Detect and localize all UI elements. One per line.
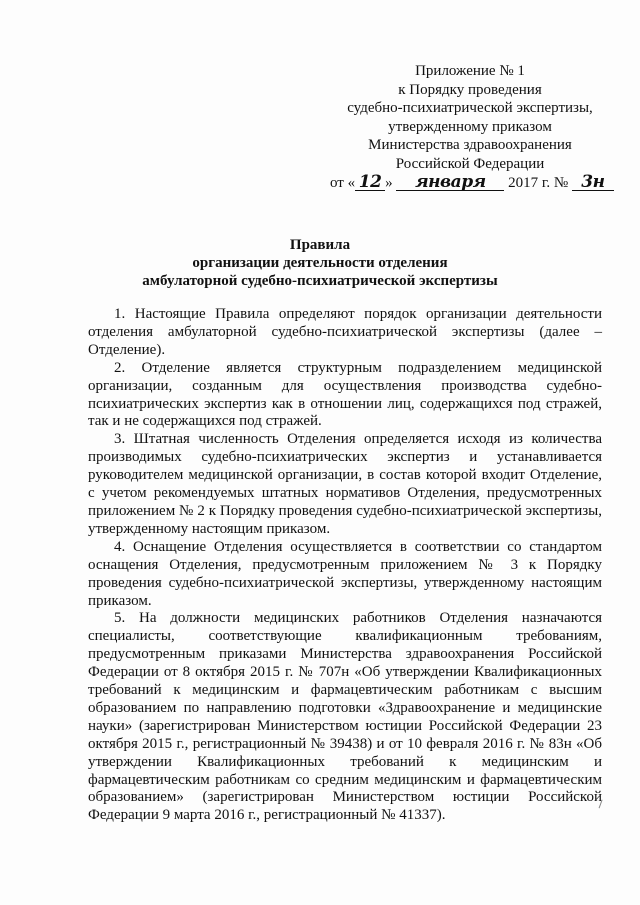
appendix-ref-line: утвержденному приказом	[388, 118, 552, 135]
paragraph-4: 4. Оснащение Отделения осуществляется в соответствии со стандартом оснащения Отделения, предусмотренным приложением № 3 к Порядку проведения судебно-психиатрической экспертизы, утвержденному настоящим приказом.	[88, 538, 602, 609]
paragraph-2: 2. Отделение является структурным подразделением медицинской организации, созданным для осуществления производства судебно-психиатрических экспертиз как в отношении лиц, содержащихся под стражей, так и не содержащихся под стражей.	[88, 359, 602, 430]
title-line: амбулаторной судебно-психиатрической экспертизы	[142, 273, 498, 289]
appendix-ref-line: к Порядку проведения	[398, 81, 542, 98]
paragraph-3: 3. Штатная численность Отделения определяется исходя из количества производимых судебно-психиатрических экспертиз и устанавливается руководителем медицинской организации, в состав которой входит Отделение, с учетом рекомендуемых штатных нормативов Отделения, предусмотренных приложением № 2 к Порядку проведения судебно-психиатрической экспертизы, утвержденному настоящим приказом.	[88, 431, 602, 537]
paragraph-5: 5. На должности медицинских работников Отделения назначаются специалисты, соответствующие квалификационным требованиям, предусмотренным приказами Министерства здравоохранения Российской Федерации от 8 октября 2015 г. № 707н «Об утверждении Квалификационных требований к медицинским и фармацевтическим работникам с высшим образованием по направлению подготовки «Здравоохранение и медицинские науки» (зарегистрирован Министерством юстиции Российской Федерации 23 октября 2015 г., регистрационный № 39438) и от 10 февраля 2016 г. № 83н «Об утверждении Квалификационных требований к медицинским и фармацевтическим работникам со средним медицинским и фармацевтическим образованием» (зарегистрирован Министерством юстиции Российской Федерации 9 марта 2016 г., регистрационный № 41337).	[88, 610, 602, 824]
appendix-ref-line: Министерства здравоохранения	[368, 137, 572, 154]
paragraph-1: 1. Настоящие Правила определяют порядок организации деятельности отделения амбулаторной судебно-психиатрической экспертизы (далее – Отделение).	[88, 306, 602, 358]
handwritten-month: января	[396, 175, 504, 191]
appendix-ref-line: Российской Федерации	[395, 155, 545, 172]
handwritten-order-number: 3н	[572, 175, 614, 191]
handwritten-day: 12	[355, 175, 385, 191]
document-body	[88, 306, 602, 825]
date-prefix: от «	[330, 174, 356, 191]
date-mid: »	[385, 174, 397, 191]
appendix-ref-line: судебно-психиатрической экспертизы,	[347, 100, 593, 117]
appendix-number: Приложение № 1	[415, 63, 525, 79]
title-line: организации деятельности отделения	[192, 255, 448, 271]
appendix-header	[330, 62, 610, 192]
title-line: Правила	[289, 237, 351, 253]
order-date-line	[330, 171, 610, 193]
document-title	[0, 236, 640, 290]
date-year: 2017 г. №	[504, 174, 572, 191]
